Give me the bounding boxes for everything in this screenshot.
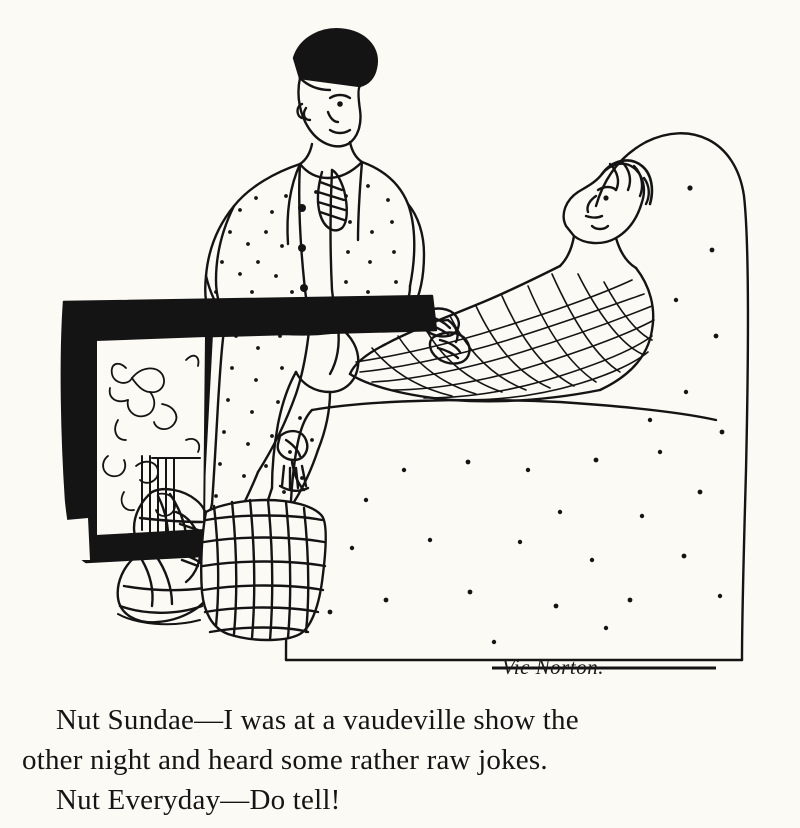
- cushion-light-patch: [66, 518, 90, 560]
- caption-line-3: Nut Everyday—Do tell!: [56, 784, 341, 816]
- caption-block: [0, 700, 800, 820]
- artist-signature: Vic Norton.: [502, 655, 604, 679]
- caption-line-2: other night and heard some rather raw jokes.: [22, 744, 548, 776]
- caption-line-1: Nut Sundae—I was at a vaudeville show the: [56, 704, 579, 736]
- checked-blanket: [201, 500, 326, 640]
